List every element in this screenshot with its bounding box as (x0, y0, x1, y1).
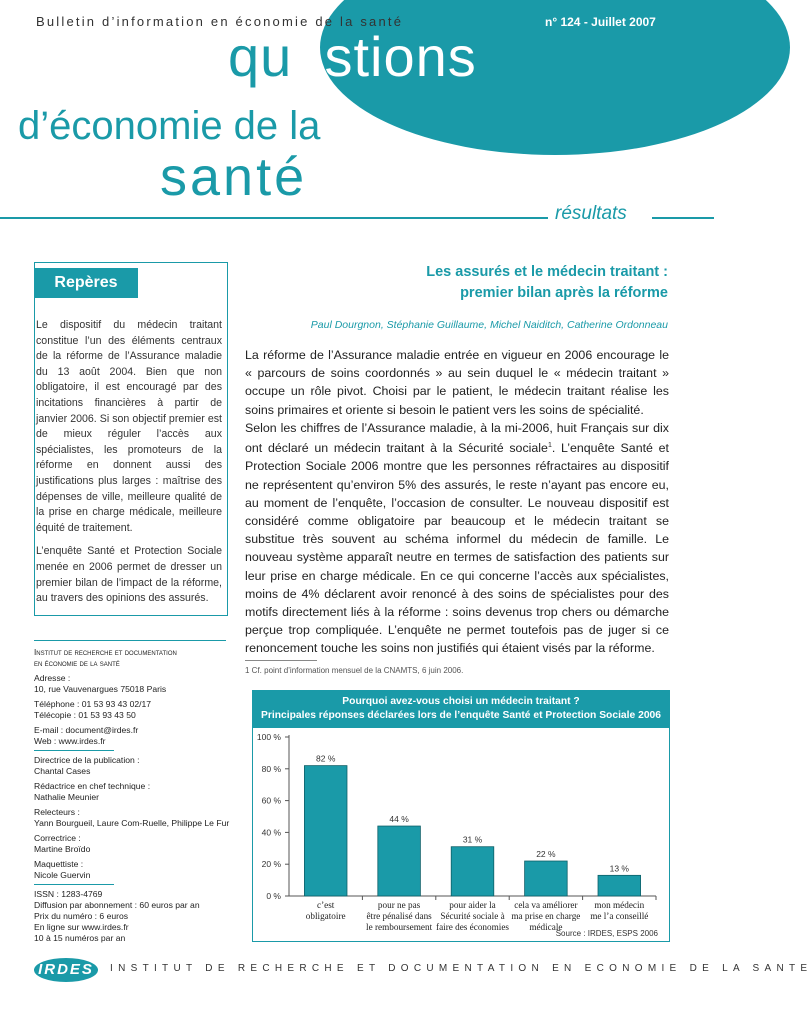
x-tick-label: me l’a conseillé (590, 911, 649, 921)
x-tick-label: mon médecin (594, 900, 645, 910)
article-title-line-2: premier bilan après la réforme (460, 285, 668, 301)
chart-title (252, 690, 670, 728)
online: En ligne sur www.irdes.fr (34, 922, 129, 932)
data-label: 22 % (536, 849, 556, 860)
y-tick-label: 80 % (261, 763, 281, 774)
title-sante: santé (160, 147, 308, 207)
proofreader: Martine Broïdo (34, 844, 91, 854)
proofreader-label: Correctrice : (34, 833, 81, 843)
chart-title-line-2: Principales réponses déclarées lors de l’enquête Santé et Protection Sociale 2006 (260, 710, 662, 721)
bar-chart (252, 728, 670, 940)
director: Chantal Cases (34, 766, 91, 776)
bar (451, 847, 494, 896)
bar (598, 875, 641, 896)
y-tick-label: 40 % (261, 827, 281, 838)
institute-name (34, 647, 234, 669)
article-authors: Paul Dourgnon, Stéphanie Guillaume, Michel Naiditch, Catherine Ordonneau (310, 319, 668, 331)
y-tick-label: 20 % (261, 859, 281, 870)
article-body (245, 346, 669, 658)
reperes-paragraph-2: L’enquête Santé et Protection Sociale menée en 2006 permet de dresser un premier bilan de l’impact de la réforme, au travers des opinions des assurés. (36, 545, 222, 605)
y-tick-label: 100 % (256, 732, 281, 742)
reperes-heading: Repères (34, 268, 138, 298)
director-label: Directrice de la publication : (34, 755, 140, 765)
website: Web : www.irdes.fr (34, 736, 106, 746)
x-tick-label: pour ne pas (377, 900, 421, 910)
header-rule-right (652, 217, 714, 219)
bulletin-subtitle: Bulletin d’information en économie de la santé (36, 14, 404, 29)
title-questions-part1: qu (228, 25, 293, 88)
x-tick-label: être pénalisé dans (366, 911, 432, 921)
issn: ISSN : 1283-4769 (34, 889, 103, 899)
footnote-marker: 1 (547, 442, 552, 450)
irdes-logo: IRDES (34, 958, 98, 982)
sidebar-colophon (34, 647, 234, 944)
x-tick-label: faire des économies (436, 922, 509, 932)
article-paragraph-2-start: Selon les chiffres de l’Assurance maladie, à la mi-2006, huit Français sur dix ont déclaré un médecin traitant à la Sécurité sociale (245, 420, 669, 456)
issue-number: n° 124 - Juillet 2007 (545, 15, 656, 29)
sidebar-rule (34, 640, 226, 641)
header-rule-left (0, 217, 548, 219)
layout-label: Maquettiste : (34, 859, 84, 869)
x-tick-label: pour aider la (449, 900, 496, 910)
section-label: résultats (555, 203, 627, 224)
x-tick-label: le remboursement (366, 922, 433, 932)
reperes-text (36, 318, 222, 615)
phone: Téléphone : 01 53 93 43 02/17 (34, 699, 152, 709)
layout-artist: Nicole Guervin (34, 870, 91, 880)
x-tick-label: c’est (317, 900, 335, 910)
article-title-line-1: Les assurés et le médecin traitant : (426, 264, 668, 280)
footer-institute: INSTITUT DE RECHERCHE ET DOCUMENTATION EN ECONOMIE DE LA SANTE (110, 963, 812, 974)
address-label: Adresse : (34, 673, 71, 683)
readers: Yann Bourgueil, Laure Com-Ruelle, Philippe Le Fur (34, 818, 230, 828)
x-tick-label: ma prise en charge (511, 911, 581, 921)
x-tick-label: médicale (529, 922, 563, 932)
x-tick-label: obligatoire (305, 911, 346, 921)
sidebar-separator (34, 884, 114, 885)
bar (304, 766, 347, 896)
editor-label: Rédactrice en chef technique : (34, 781, 151, 791)
data-label: 44 % (389, 814, 409, 825)
data-label: 31 % (462, 834, 483, 845)
chart-title-line-1: Pourquoi avez-vous choisi un médecin traitant ? (342, 696, 580, 707)
institute-line-2: en économie de la santé (34, 659, 120, 668)
title-questions (228, 24, 477, 89)
email: E-mail : document@irdes.fr (34, 725, 139, 735)
institute-line-1: Institut de recherche et documentation (34, 648, 177, 657)
data-label: 13 % (609, 863, 629, 874)
article-paragraph-2-rest: . L’enquête Santé et Protection Sociale 2006 montre que les personnes réfractaires au dispositif ne représentent qu’environ 5% des assurés, le reste n’ayant pas encore eu, au moment de l’enquête, l’occasion de consulter. Le nouveau dispositif est considéré comme obligatoire par beaucoup et le médecin traitant se substitue très souvent au schéma informel du médecin de famille. Le nouveau système apparaît neutre en termes de satisfaction des patients sur leur prise en charge médicale. En ce qui concerne l’accès aux spécialistes, moins de 4% déclarent avoir renoncé à des soins de spécialistes pour des motifs directement liés à la réforme : soins devenus trop chers ou démarche perçue trop compliquée. L’enquête ne permet toutefois pas de juger si ce renoncement touche les soins non justifiés qui étaient visés par la réforme. (245, 441, 670, 656)
sidebar-separator (34, 750, 114, 751)
footnote: 1 Cf. point d’information mensuel de la CNAMTS, 6 juin 2006. (245, 666, 464, 675)
data-label: 82 % (316, 753, 336, 764)
title-questions-part2: estions (292, 25, 477, 88)
article-title (320, 262, 668, 304)
price: Prix du numéro : 6 euros (34, 911, 129, 921)
x-tick-label: Sécurité sociale à (440, 911, 505, 921)
reperes-paragraph-1: Le dispositif du médecin traitant constitue l’un des éléments centraux de la réforme de l’Assurance maladie du 13 août 2004. Bien que non obligatoire, il est encouragé par des incitations financières à partir de janvier 2006. Si son objectif premier est de mieux réguler l’accès aux spécialistes, les promoteurs de la réforme en donnent aussi des justifications plus larges : maîtrise des dépenses de ville, meilleure qualité de la prise en charge médicale, meilleure équité de traitement. (36, 319, 222, 534)
y-tick-label: 0 % (266, 891, 281, 901)
article-paragraph-1: La réforme de l’Assurance maladie entrée en vigueur en 2006 encourage le « parcours de soins coordonnés » au sein duquel le « médecin traitant » occupe un rôle pivot. Choisi par le patient, le médecin traitant réalise les soins primaires et oriente si besoin le patient vers les soins de spécialité. (245, 348, 669, 417)
fax: Télécopie : 01 53 93 43 50 (34, 710, 136, 720)
bar (378, 826, 421, 896)
chart-source: Source : IRDES, ESPS 2006 (555, 929, 658, 938)
footnote-rule (245, 660, 317, 661)
readers-label: Relecteurs : (34, 807, 80, 817)
title-economie: d’économie de la (18, 104, 321, 148)
x-tick-label: cela va améliorer (514, 900, 578, 910)
bar (525, 861, 568, 896)
subscription: Diffusion par abonnement : 60 euros par an (34, 900, 200, 910)
article-paragraph-2 (245, 419, 669, 658)
editor: Nathalie Meunier (34, 792, 99, 802)
address: 10, rue Vauvenargues 75018 Paris (34, 684, 167, 694)
frequency: 10 à 15 numéros par an (34, 933, 126, 943)
y-tick-label: 60 % (261, 795, 281, 806)
